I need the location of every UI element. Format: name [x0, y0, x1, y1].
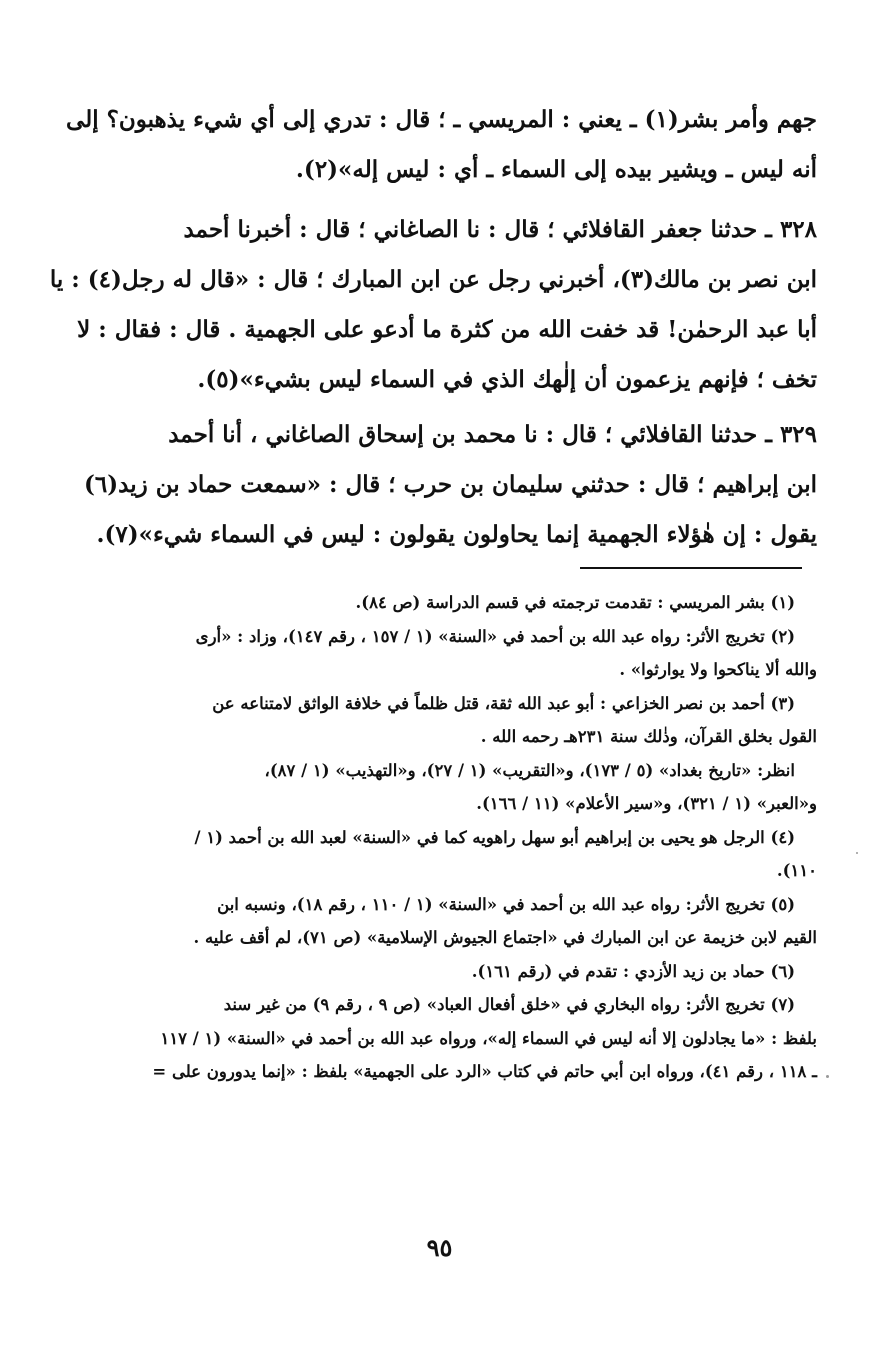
footnote-line: و«العبر» (١ / ٣٢١)، و«سير الأعلام» (١١ / ١٦٦). [476, 794, 817, 813]
paragraph-329 [62, 410, 817, 560]
paragraph-line: ابن نصر بن مالك(٣)، أخبرني رجل عن ابن المبارك ؛ قال : «قال له رجل(٤) : يا [49, 266, 817, 293]
footnote-line: بلفظ : «ما يجادلون إلا أنه ليس في السماء إله»، ورواه عبد الله بن أحمد في «السنة» (١ / ١١٧ [160, 1028, 817, 1048]
paragraph-line: تخف ؛ فإنهم يزعمون أن إلٰهك الذي في السماء ليس بشيء»(٥). [197, 366, 817, 393]
paragraph-line: أنه ليس ـ ويشير بيده إلى السماء ـ أي : ليس إله»(٢). [295, 156, 817, 183]
paragraph-line: يقول : إن هٰؤلاء الجهمية إنما يحاولون يقولون : ليس في السماء شيء»(٧). [96, 521, 817, 548]
footnote-line: (٦) حماد بن زيد الأزدي : تقدم في (رقم ١٦١). [471, 961, 795, 981]
footnote-line: ـ ١١٨ ، رقم ٤١)، ورواه ابن أبي حاتم في كتاب «الرد على الجهمية» بلفظ : «إنما يدورون على = [152, 1062, 817, 1081]
scan-speck [826, 1075, 829, 1078]
footnote-line: (٧) تخريج الأثر: رواه البخاري في «خلق أفعال العباد» (ص ٩ ، رقم ٩) من غير سند [223, 995, 795, 1014]
footnote-line: القول بخلق القرآن، وذٰلك سنة ٢٣١هـ رحمه الله . [480, 727, 817, 746]
footnote-line: (٢) تخريج الأثر: رواه عبد الله بن أحمد في «السنة» (١ / ١٥٧ ، رقم ١٤٧)، وزاد : «أرى [195, 626, 795, 646]
paragraph-line: جهم وأمر بشر(١) ـ يعني : المريسي ـ ؛ قال : تدري إلى أي شيء يذهبون؟ إلى [66, 106, 817, 133]
paragraph-line: ابن إبراهيم ؛ قال : حدثني سليمان بن حرب ؛ قال : «سمعت حماد بن زيد(٦) [84, 471, 817, 498]
paragraph-1 [62, 95, 817, 195]
paragraph-328 [49, 205, 817, 405]
page-number: ٩٥ [426, 1233, 453, 1262]
footnote-line: القيم لابن خزيمة عن ابن المبارك في «اجتماع الجيوش الإسلامية» (ص ٧١)، لم أقف عليه . [193, 928, 817, 947]
scan-speck [856, 852, 858, 854]
footnote-line: (٣) أحمد بن نصر الخزاعي : أبو عبد الله ثقة، قتل ظلماً في خلافة الواثق لامتناعه عن [212, 693, 795, 713]
paragraph-line: أبا عبد الرحمٰن! قد خفت الله من كثرة ما أدعو على الجهمية . قال : فقال : لا [77, 316, 817, 343]
footnote-line: (٥) تخريج الأثر: رواه عبد الله بن أحمد في «السنة» (١ / ١١٠ ، رقم ١٨)، ونسبه ابن [217, 894, 795, 914]
footnote-line: ١١٠). [776, 861, 817, 880]
footnote-line: (١) بشر المريسي : تقدمت ترجمته في قسم الدراسة (ص ٨٤). [355, 593, 795, 612]
paragraph-line: ٣٢٩ ـ حدثنا القافلائي ؛ قال : نا محمد بن إسحاق الصاغاني ، أنا أحمد [168, 421, 817, 448]
footnote-separator [580, 567, 802, 569]
footnote-line: (٤) الرجل هو يحيى بن إبراهيم أبو سهل راهويه كما في «السنة» لعبد الله بن أحمد (١ / [194, 827, 795, 847]
footnote-line: انظر: «تاريخ بغداد» (٥ / ١٧٣)، و«التقريب» (١ / ٢٧)، و«التهذيب» (١ / ٨٧)، [264, 760, 795, 780]
footnote-line: والله ألا يناكحوا ولا يوارثوا» . [619, 660, 817, 679]
paragraph-line: ٣٢٨ ـ حدثنا جعفر القافلائي ؛ قال : نا الصاغاني ؛ قال : أخبرنا أحمد [183, 216, 817, 243]
footnotes [62, 586, 817, 1089]
